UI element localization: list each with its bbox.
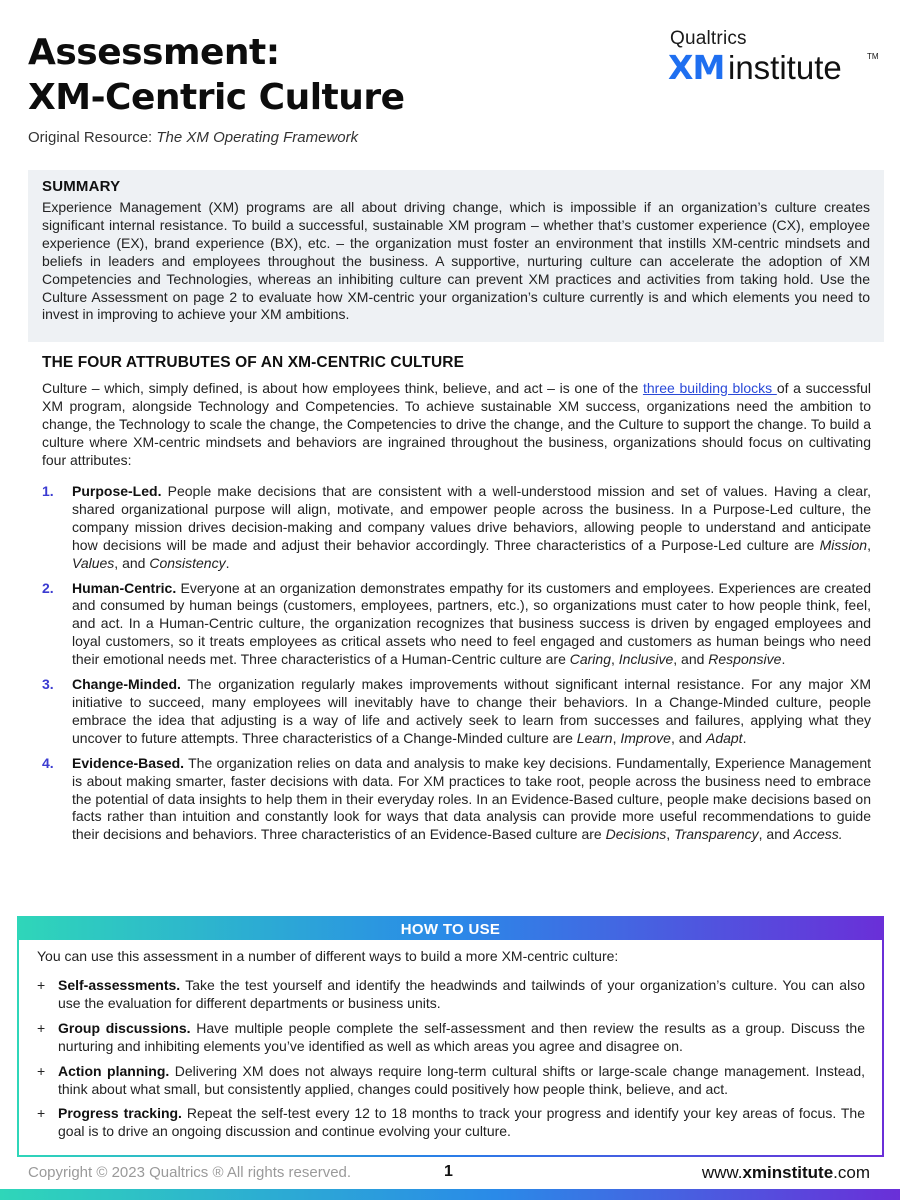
separator: .	[742, 729, 747, 746]
separator: ,	[666, 826, 675, 843]
original-resource	[28, 129, 358, 146]
list-item	[37, 1105, 865, 1141]
list-number: 3.	[42, 676, 54, 693]
intro-text-before: Culture – which, simply defined, is about how employees think, believe, and act – is one of the	[42, 380, 643, 396]
use-description: Take the test yourself and identify the headwinds and tailwinds of your organization’s culture. You can also use the evaluation for different departments or business units.	[58, 977, 865, 1011]
use-description: Have multiple people complete the self-assessment and then review the results as a group. Discuss the nurturing and inhibiting elements you’ve identified as well as which areas you agree and disagree on.	[58, 1019, 865, 1054]
characteristic: Improve	[620, 729, 671, 746]
attribute-name: Change-Minded.	[72, 676, 181, 693]
use-description: Repeat the self-test every 12 to 18 months to track your progress and identify your key areas of focus. The goal is to drive an ongoing discussion and continue evolving your culture.	[58, 1105, 865, 1140]
how-to-use-heading: HOW TO USE	[17, 916, 884, 940]
summary-box	[28, 170, 884, 342]
characteristic: Mission	[819, 536, 868, 553]
list-item	[42, 483, 871, 573]
characteristic: Caring	[569, 651, 611, 668]
characteristic: Responsive	[708, 651, 782, 668]
list-item	[37, 1020, 865, 1056]
footer-gradient-bar	[0, 1189, 900, 1200]
page-number: 1	[444, 1163, 453, 1180]
separator: .	[225, 554, 230, 571]
list-number: 1.	[42, 483, 54, 499]
attributes-list	[42, 483, 871, 851]
characteristic: Inclusive	[618, 651, 674, 668]
list-number: 2.	[42, 579, 54, 596]
characteristic: Learn	[576, 729, 613, 746]
original-resource-label: Original Resource:	[28, 129, 157, 146]
attribute-name: Purpose-Led.	[72, 483, 162, 499]
attribute-name: Evidence-Based.	[72, 754, 185, 771]
list-number: 4.	[42, 754, 54, 771]
list-item	[37, 1063, 865, 1099]
separator: ,	[612, 729, 621, 746]
attributes-section	[42, 354, 871, 470]
attribute-description: The organization regularly makes improvements without significant internal resistance. For any major XM initiative to succeed, many employees will inevitably have to change their behaviors. In a Change-Minded culture, people embrace the idea that adjusting is a way of life and actively seek to learn from successes and failures, applying what they uncover to future attempts. Three characteristics of a Change-Minded culture are	[72, 676, 871, 746]
characteristic: Access.	[793, 826, 843, 843]
characteristic: Consistency	[149, 554, 226, 571]
three-building-blocks-link[interactable]: three building blocks	[642, 380, 777, 396]
characteristic: Decisions	[605, 826, 667, 843]
how-to-use-intro: You can use this assessment in a number of different ways to build a more XM-centric culture:	[37, 948, 619, 964]
list-item	[37, 977, 865, 1013]
separator: , and	[673, 651, 709, 668]
xm-institute-logo	[668, 28, 878, 88]
intro-text-after: of a successful XM program, alongside Technology and Competencies. To achieve sustainable XM success, organizations need the ambition to change, the Technology to scale the change, the Competencies to drive the change, and the Culture to support the change. To build a culture where XM-centric mindsets and behaviors are ingrained throughout the business, organizations should focus on cultivating four attributes:	[42, 380, 871, 468]
url-domain: xminstitute	[742, 1163, 834, 1182]
use-name: Action planning.	[58, 1062, 170, 1079]
characteristic: Values	[72, 554, 115, 571]
attribute-description: The organization relies on data and analysis to make key decisions. Fundamentally, Experience Management is about making smarter, faster decisions with data. For XM practices to take root, people across the business need to embrace the potential of data insights to help them in their everyday roles. In an Evidence-Based culture, people make decisions based on facts rather than intuition and constantly look for ways that data analysis can provide more useful recommendations to guide their decisions and behaviors. Three characteristics of an Evidence-Based culture are	[72, 754, 871, 843]
attribute-description: Everyone at an organization demonstrates empathy for its customers and employees. Experiences are created and consumed by human beings (customers, employees, partners, etc.), so organizations must cater to how people think, feel, and act. In a Human-Centric culture, the organization recognizes that business success is driven by engaged employees and loyal customers, so it treats employees as critical assets who need to feel engaged and customers as human beings who need their emotional needs met. Three characteristics of a Human-Centric culture are	[72, 579, 871, 668]
plus-icon: +	[37, 1105, 46, 1122]
page-title	[28, 30, 405, 120]
summary-heading: SUMMARY	[42, 178, 121, 195]
characteristic: Adapt	[705, 729, 743, 746]
attribute-description: People make decisions that are consistent with a well-understood mission and set of values. Having a clear, shared organizational purpose will align, motivate, and empower people across the business. In a Purpose-Led culture, the company mission drives decision-making and company values drive behaviors, allowing people to understand and anticipate how decisions will be made and adjust their behavior accordingly. Three characteristics of a Purpose-Led culture are	[72, 483, 871, 553]
logo-institute-text: institute	[728, 49, 842, 86]
use-name: Progress tracking.	[58, 1105, 182, 1122]
separator: , and	[670, 729, 706, 746]
use-description: Delivering XM does not always require long-term cultural shifts or large-scale change management. Instead, think about what small, but consistently applied, changes could positively how people think, believe, and act.	[58, 1062, 866, 1097]
url-suffix: .com	[833, 1163, 870, 1182]
plus-icon: +	[37, 1062, 46, 1079]
list-item	[42, 580, 871, 670]
title-line-2: XM-Centric Culture	[28, 77, 405, 118]
use-name: Group discussions.	[58, 1019, 191, 1036]
separator: ,	[867, 536, 871, 553]
url-prefix: www.	[701, 1163, 743, 1182]
how-to-use-list	[37, 977, 865, 1148]
attributes-heading: THE FOUR ATTRUBUTES OF AN XM-CENTRIC CULTURE	[42, 354, 465, 371]
list-item	[42, 676, 871, 748]
footer-copyright: Copyright © 2023 Qualtrics ® All rights reserved.	[28, 1164, 352, 1181]
logo-xm-text: XM	[668, 48, 725, 87]
separator: .	[781, 651, 786, 668]
plus-icon: +	[37, 977, 46, 993]
list-item	[42, 755, 871, 845]
separator: ,	[611, 651, 619, 668]
characteristic: Transparency	[674, 826, 759, 843]
summary-body: Experience Management (XM) programs are all about driving change, which is impossible if an organization’s culture creates significant internal resistance. To build a successful, sustainable XM program – whether that’s customer experience (CX), employee experience (EX), brand experience (BX), etc. – the organization must foster an environment that instills XM-centric mindsets and beliefs in leaders and employees throughout the business. A supportive, nurturing culture can accelerate the adoption of XM Competencies and Technologies, whereas an inhibiting culture can prevent XM practices and activities from taking hold. Use the Culture Assessment on page 2 to evaluate how XM-centric your organization’s culture currently is and which elements you need to invest in improving to achieve your XM ambitions.	[42, 199, 870, 323]
attribute-name: Human-Centric.	[72, 579, 177, 596]
title-line-1: Assessment:	[28, 32, 280, 73]
plus-icon: +	[37, 1019, 46, 1036]
separator: , and	[114, 554, 150, 571]
logo-qualtrics-text: Qualtrics	[670, 28, 747, 49]
use-name: Self-assessments.	[58, 977, 181, 993]
separator: , and	[758, 826, 794, 843]
original-resource-title: The XM Operating Framework	[156, 129, 359, 146]
footer-website-link[interactable]	[702, 1163, 870, 1183]
attributes-intro	[42, 380, 871, 470]
logo-trademark: TM	[867, 52, 879, 61]
